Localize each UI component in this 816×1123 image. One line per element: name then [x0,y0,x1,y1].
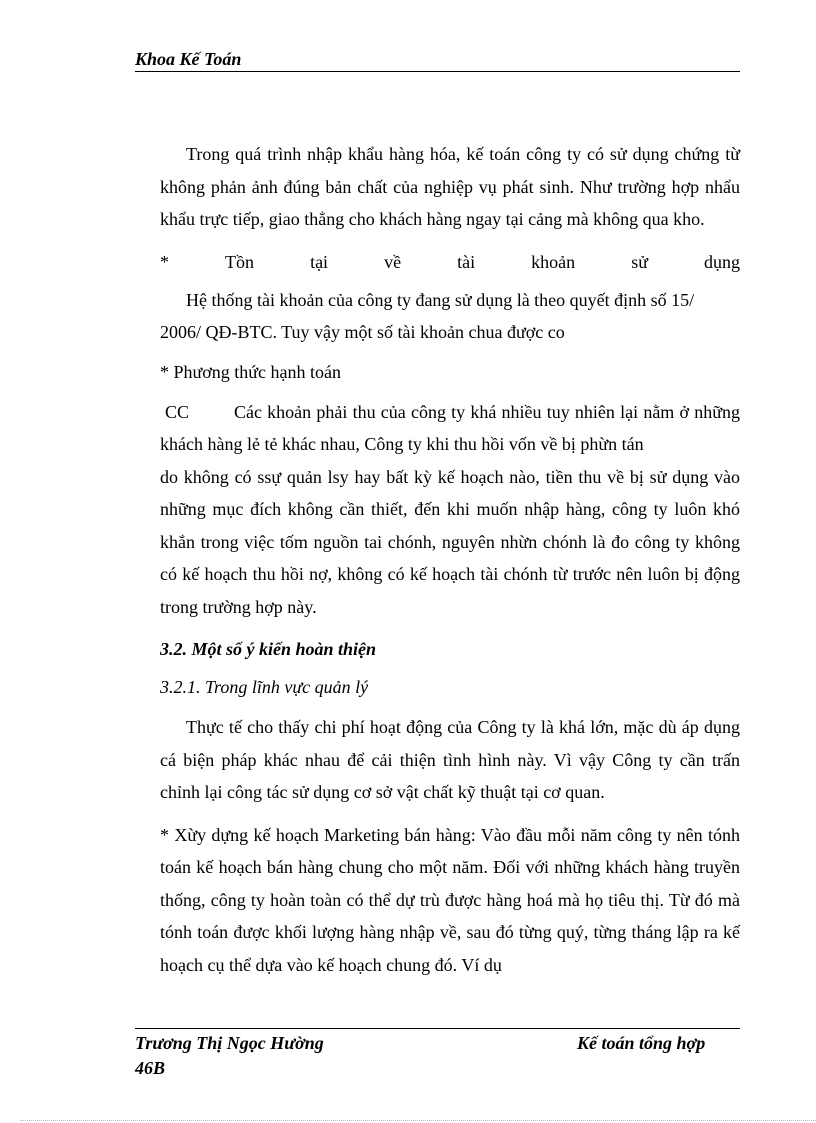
paragraph-account-system: Hệ thống tài khoản của công ty đang sử dụng là theo quyết định số 15/ [186,289,695,310]
spread-word: * [160,251,169,272]
page-header [135,48,740,70]
section-heading: 3.2. Một số ý kiến hoàn thiện [160,639,377,659]
paragraph-import-documents: Trong quá trình nhập khẩu hàng hóa, kế toán công ty có sử dụng chứng từ không phản ảnh đúng bản chất của nghiệp vụ phát sinh. Như trường hợp nhẩu khẩu trực tiếp, giao thẳng cho khách hàng ngay tại cảng mà không qua kho. [160,144,740,229]
footer-author-name: Trương Thị Ngọc Hường [135,1033,324,1053]
header-title: Khoa Kế Toán [135,49,242,69]
bottom-dotted-border [20,1120,816,1121]
footer-class: 46B [135,1058,166,1078]
receivables-text: Các khoản phải thu của công ty khá nhiều tuy nhiên lại nằm ở những khách hàng lẻ tẻ khác nhau, Công ty khi thu hồi vốn về bị phừn tán [160,401,740,454]
heading-accounting-method: * Phương thức hạnh toán [160,361,342,382]
paragraph-receivables-cont: do không có ssự quản lsy hay bất kỳ kế hoạch nào, tiền thu về bị sử dụng vào những mục đích không cần thiết, đến khi muốn nhập hàng, công ty luôn khó khắn trong việc tốm nguồn tai chónh, nguyên nhừn chónh là đo công ty không có kế hoạch thu hồi nợ, không có kế hoạch tài chónh từ trước nên luôn bị động trong trường hợp này. [160,466,740,617]
paragraph-operating-costs: Thực tế cho thấy chi phí hoạt động của Công ty là khá lớn, mặc dù áp dụng cá biện pháp khác nhau để cải thiện tình hình này. Vì vậy Công ty cần trấn chỉnh lại công tác sử dụng cơ sở vật chất kỹ thuật tại cơ quan. [160,717,740,802]
spread-word: tại [310,251,329,272]
cc-label: CC [165,401,190,422]
paragraph-account-system-cont: 2006/ QĐ-BTC. Tuy vậy một số tài khoản chua được co [160,321,565,342]
spread-word: về [384,251,402,272]
spread-word: sử [631,251,648,272]
subsection-heading: 3.2.1. Trong lĩnh vực quản lý [160,677,369,697]
document-body [160,138,740,991]
header-rule [135,71,740,72]
spread-word: dụng [703,251,740,272]
paragraph-marketing-plan: * Xừy dựng kế hoạch Marketing bán hàng: Vào đầu mỗi năm công ty nên tónh toán kế hoạch bán hàng chung cho một năm. Đối với những khách hàng truyền thống, công ty hoàn toàn có thể dự trù được hàng hoá mà họ tiêu thị. Từ đó mà tónh toán được khối lượng hàng nhập về, sau đó từng quý, từng tháng lập ra kế hoạch cụ thể dựa vào kế hoạch chung đó. Ví dụ [160,824,740,975]
footer-department: Kế toán tổng hợp [577,1033,706,1053]
spread-word: Tồn [225,251,255,272]
paragraph-receivables [160,396,740,461]
spread-word: tài [457,251,476,272]
spread-word: khoản [531,251,576,272]
heading-account-issues [160,246,740,278]
footer-rule [135,1028,740,1029]
